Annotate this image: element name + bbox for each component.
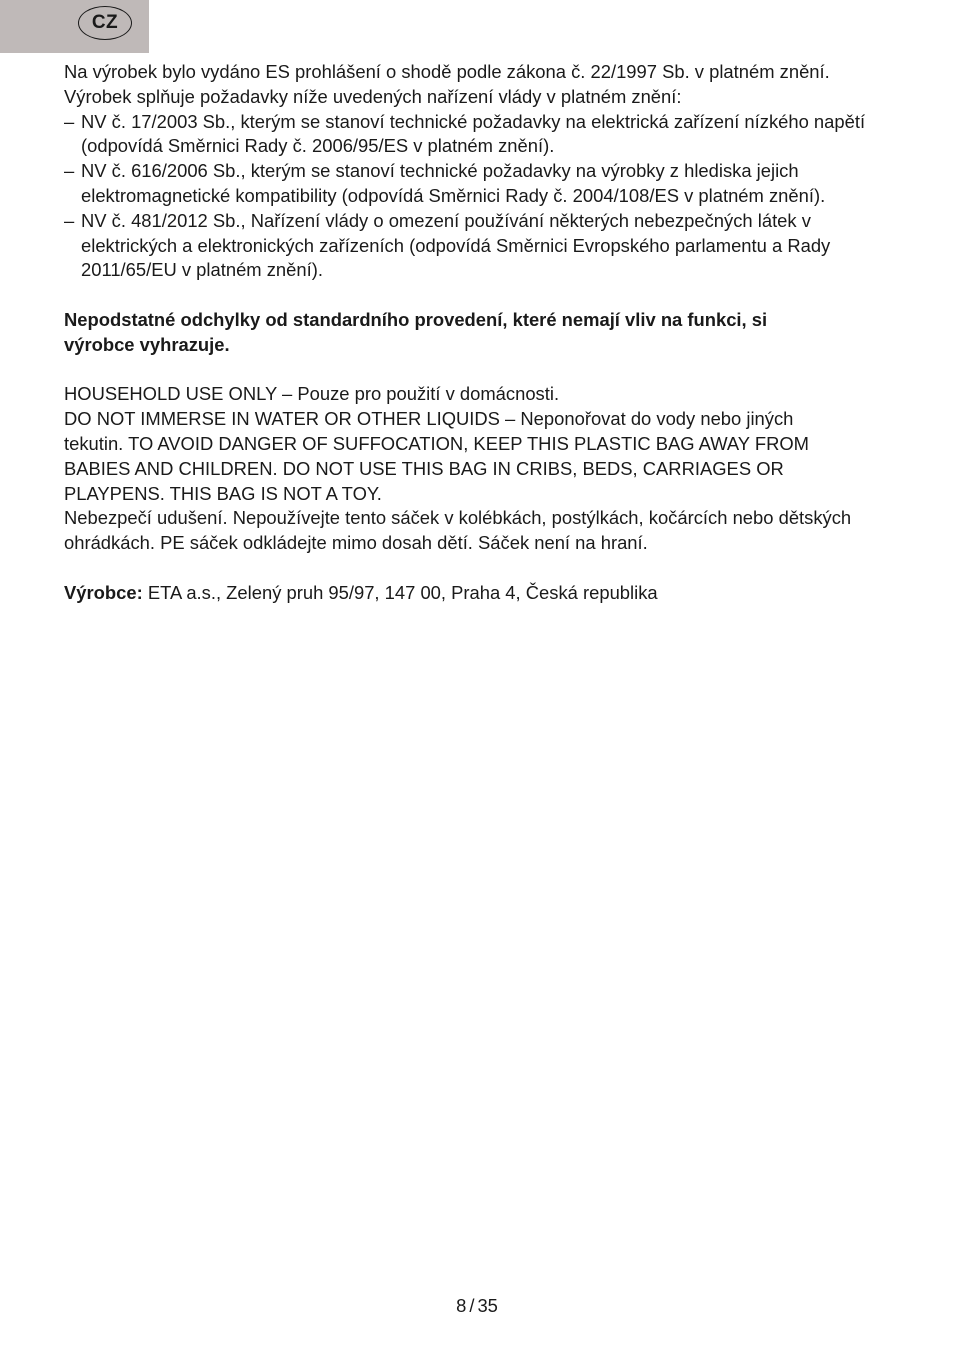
regulation-list (64, 110, 894, 284)
regulation-item (64, 209, 894, 283)
language-tab (0, 0, 149, 53)
regulation-text: NV č. 17/2003 Sb., kterým se stanoví technické požadavky na elektrická zařízení nízkého napětí (odpovídá Směrnici Rady č. 2006/95/ES v platném znění). (81, 110, 866, 157)
suffocation-warning-cz: Nebezpečí udušení. Nepoužívejte tento sáček v kolébkách, postýlkách, kočárcích nebo dětských ohrádkách. PE sáček odkládejte mimo dosah dětí. Sáček není na hraní. (64, 507, 852, 554)
list-dash: – (64, 110, 75, 132)
manufacturer-label: Výrobce: (64, 581, 143, 603)
declaration-intro: Na výrobek bylo vydáno ES prohlášení o shodě podle zákona č. 22/1997 Sb. v platném znění. Výrobek splňuje požadavky níže uvedených nařízení vlády v platném znění: (64, 61, 830, 107)
deviation-notice: Nepodstatné odchylky od standardního provedení, které nemají vliv na funkci, si výrobce vyhrazuje. (64, 308, 768, 355)
regulation-item (64, 159, 894, 209)
spacer (64, 358, 894, 383)
regulation-item (64, 110, 894, 160)
spacer (64, 556, 894, 581)
current-page: 8 (456, 1295, 467, 1316)
regulation-text: NV č. 616/2006 Sb., kterým se stanoví technické požadavky na výrobky z hlediska jejich elektromagnetické kompatibility (odpovídá Směrnici Rady č. 2004/108/ES v platném znění). (81, 160, 826, 206)
list-dash: – (64, 209, 75, 231)
manufacturer-value: ETA a.s., Zelený pruh 95/97, 147 00, Praha 4, Česká republika (147, 581, 658, 603)
spacer (64, 283, 894, 308)
page-separator: / (469, 1295, 475, 1316)
page-number (0, 1294, 954, 1318)
immerse-warning: DO NOT IMMERSE IN WATER OR OTHER LIQUIDS – Neponořovat do vody nebo jiných tekutin. TO AVOID DANGER OF SUFFOCATION, KEEP THIS PLASTIC BAG AWAY FROM BABIES AND CHILDREN. DO NOT USE THIS BAG IN CRIBS, BEDS, CARRIAGES OR PLAYPENS. THIS BAG IS NOT A TOY. (64, 408, 809, 504)
document-body (64, 60, 894, 606)
regulation-text: NV č. 481/2012 Sb., Nařízení vlády o omezení používání některých nebezpečných látek v elektrických a elektronických zařízeních (odpovídá Směrnici Evropského parlamentu a Rady 2011/65/EU v platném znění). (81, 209, 831, 281)
household-warning: HOUSEHOLD USE ONLY – Pouze pro použití v domácnosti. (64, 383, 560, 405)
language-badge: CZ (78, 6, 132, 40)
manufacturer-line (64, 581, 894, 606)
total-pages: 35 (477, 1295, 498, 1316)
list-dash: – (64, 160, 75, 182)
